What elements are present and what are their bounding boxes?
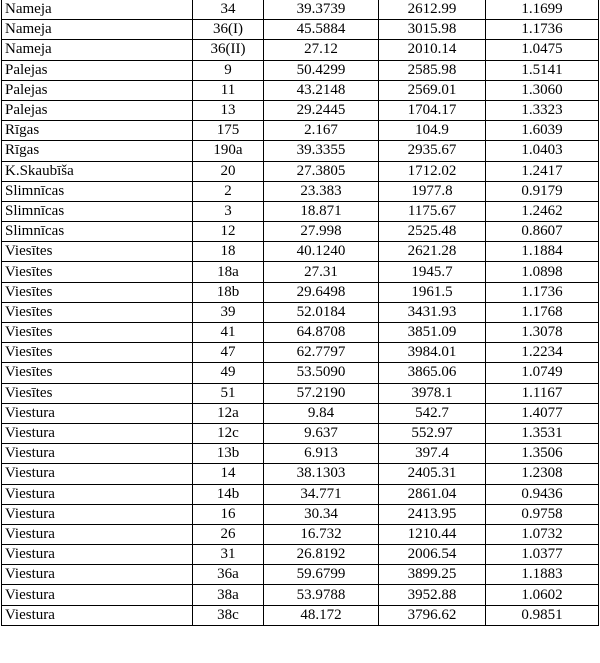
- value-a-cell: 9.637: [264, 423, 379, 443]
- ratio-cell: 1.1768: [486, 302, 599, 322]
- data-table: [1, 0, 599, 626]
- value-b-cell: 2612.99: [379, 0, 486, 20]
- building-number-cell: 2: [193, 181, 264, 201]
- building-number-cell: 12: [193, 222, 264, 242]
- value-a-cell: 16.732: [264, 524, 379, 544]
- value-a-cell: 26.8192: [264, 545, 379, 565]
- street-cell: Viesītes: [2, 363, 193, 383]
- ratio-cell: 1.2417: [486, 161, 599, 181]
- value-a-cell: 40.1240: [264, 242, 379, 262]
- ratio-cell: 1.0732: [486, 524, 599, 544]
- street-cell: Viesītes: [2, 323, 193, 343]
- value-b-cell: 3796.62: [379, 605, 486, 625]
- table-row: [2, 444, 599, 464]
- table-row: [2, 141, 599, 161]
- table-row: [2, 20, 599, 40]
- value-a-cell: 50.4299: [264, 60, 379, 80]
- table-row: [2, 524, 599, 544]
- value-b-cell: 542.7: [379, 403, 486, 423]
- building-number-cell: 38c: [193, 605, 264, 625]
- street-cell: Viesītes: [2, 343, 193, 363]
- value-b-cell: 2585.98: [379, 60, 486, 80]
- table-row: [2, 121, 599, 141]
- value-b-cell: 2621.28: [379, 242, 486, 262]
- street-cell: Viesītes: [2, 242, 193, 262]
- building-number-cell: 31: [193, 545, 264, 565]
- ratio-cell: 1.3078: [486, 323, 599, 343]
- building-number-cell: 12a: [193, 403, 264, 423]
- building-number-cell: 38a: [193, 585, 264, 605]
- value-b-cell: 1977.8: [379, 181, 486, 201]
- value-a-cell: 48.172: [264, 605, 379, 625]
- value-b-cell: 1712.02: [379, 161, 486, 181]
- value-a-cell: 34.771: [264, 484, 379, 504]
- street-cell: Viesītes: [2, 302, 193, 322]
- value-a-cell: 52.0184: [264, 302, 379, 322]
- building-number-cell: 51: [193, 383, 264, 403]
- building-number-cell: 14b: [193, 484, 264, 504]
- value-a-cell: 53.5090: [264, 363, 379, 383]
- street-cell: K.Skaubīša: [2, 161, 193, 181]
- table-row: [2, 323, 599, 343]
- table-row: [2, 565, 599, 585]
- street-cell: Viestura: [2, 444, 193, 464]
- value-b-cell: 2413.95: [379, 504, 486, 524]
- value-a-cell: 18.871: [264, 201, 379, 221]
- ratio-cell: 1.3531: [486, 423, 599, 443]
- building-number-cell: 47: [193, 343, 264, 363]
- value-a-cell: 6.913: [264, 444, 379, 464]
- value-b-cell: 2935.67: [379, 141, 486, 161]
- ratio-cell: 0.9758: [486, 504, 599, 524]
- value-a-cell: 62.7797: [264, 343, 379, 363]
- building-number-cell: 14: [193, 464, 264, 484]
- table-row: [2, 343, 599, 363]
- building-number-cell: 49: [193, 363, 264, 383]
- table-row: [2, 464, 599, 484]
- ratio-cell: 1.1736: [486, 20, 599, 40]
- street-cell: Viestura: [2, 585, 193, 605]
- street-cell: Viestura: [2, 403, 193, 423]
- street-cell: Palejas: [2, 80, 193, 100]
- street-cell: Rīgas: [2, 141, 193, 161]
- value-b-cell: 3865.06: [379, 363, 486, 383]
- table-row: [2, 242, 599, 262]
- table-row: [2, 100, 599, 120]
- value-a-cell: 43.2148: [264, 80, 379, 100]
- value-b-cell: 3984.01: [379, 343, 486, 363]
- table-row: [2, 504, 599, 524]
- value-b-cell: 1945.7: [379, 262, 486, 282]
- ratio-cell: 1.0749: [486, 363, 599, 383]
- value-a-cell: 27.31: [264, 262, 379, 282]
- table-row: [2, 383, 599, 403]
- table-row: [2, 80, 599, 100]
- value-b-cell: 2006.54: [379, 545, 486, 565]
- value-a-cell: 2.167: [264, 121, 379, 141]
- street-cell: Slimnīcas: [2, 222, 193, 242]
- street-cell: Viesītes: [2, 383, 193, 403]
- value-a-cell: 39.3739: [264, 0, 379, 20]
- value-a-cell: 64.8708: [264, 323, 379, 343]
- street-cell: Slimnīcas: [2, 181, 193, 201]
- value-b-cell: 1961.5: [379, 282, 486, 302]
- street-cell: Viestura: [2, 464, 193, 484]
- table-row: [2, 423, 599, 443]
- ratio-cell: 1.0377: [486, 545, 599, 565]
- street-cell: Palejas: [2, 60, 193, 80]
- ratio-cell: 1.3323: [486, 100, 599, 120]
- value-a-cell: 23.383: [264, 181, 379, 201]
- ratio-cell: 1.5141: [486, 60, 599, 80]
- ratio-cell: 0.9851: [486, 605, 599, 625]
- value-a-cell: 29.6498: [264, 282, 379, 302]
- value-a-cell: 38.1303: [264, 464, 379, 484]
- building-number-cell: 175: [193, 121, 264, 141]
- building-number-cell: 36a: [193, 565, 264, 585]
- value-b-cell: 552.97: [379, 423, 486, 443]
- building-number-cell: 20: [193, 161, 264, 181]
- ratio-cell: 1.2462: [486, 201, 599, 221]
- value-a-cell: 53.9788: [264, 585, 379, 605]
- building-number-cell: 13b: [193, 444, 264, 464]
- value-b-cell: 1175.67: [379, 201, 486, 221]
- street-cell: Viestura: [2, 545, 193, 565]
- value-b-cell: 2010.14: [379, 40, 486, 60]
- ratio-cell: 0.8607: [486, 222, 599, 242]
- street-cell: Viestura: [2, 423, 193, 443]
- ratio-cell: 0.9436: [486, 484, 599, 504]
- ratio-cell: 1.1883: [486, 565, 599, 585]
- building-number-cell: 190a: [193, 141, 264, 161]
- value-b-cell: 397.4: [379, 444, 486, 464]
- value-b-cell: 3899.25: [379, 565, 486, 585]
- building-number-cell: 18b: [193, 282, 264, 302]
- value-b-cell: 3431.93: [379, 302, 486, 322]
- value-a-cell: 59.6799: [264, 565, 379, 585]
- value-a-cell: 9.84: [264, 403, 379, 423]
- building-number-cell: 16: [193, 504, 264, 524]
- table-row: [2, 181, 599, 201]
- ratio-cell: 1.0403: [486, 141, 599, 161]
- street-cell: Viestura: [2, 524, 193, 544]
- street-cell: Palejas: [2, 100, 193, 120]
- ratio-cell: 1.1167: [486, 383, 599, 403]
- ratio-cell: 1.3506: [486, 444, 599, 464]
- value-a-cell: 27.12: [264, 40, 379, 60]
- building-number-cell: 41: [193, 323, 264, 343]
- table-row: [2, 262, 599, 282]
- street-cell: Nameja: [2, 0, 193, 20]
- table-row: [2, 60, 599, 80]
- value-b-cell: 1210.44: [379, 524, 486, 544]
- ratio-cell: 1.2234: [486, 343, 599, 363]
- ratio-cell: 1.3060: [486, 80, 599, 100]
- value-a-cell: 57.2190: [264, 383, 379, 403]
- value-b-cell: 3015.98: [379, 20, 486, 40]
- value-b-cell: 1704.17: [379, 100, 486, 120]
- value-b-cell: 104.9: [379, 121, 486, 141]
- ratio-cell: 1.0898: [486, 262, 599, 282]
- building-number-cell: 39: [193, 302, 264, 322]
- value-b-cell: 2861.04: [379, 484, 486, 504]
- building-number-cell: 18: [193, 242, 264, 262]
- table-row: [2, 0, 599, 20]
- street-cell: Nameja: [2, 20, 193, 40]
- table-row: [2, 403, 599, 423]
- building-number-cell: 9: [193, 60, 264, 80]
- value-a-cell: 30.34: [264, 504, 379, 524]
- ratio-cell: 1.1884: [486, 242, 599, 262]
- street-cell: Viestura: [2, 565, 193, 585]
- table-body: [2, 0, 599, 625]
- value-b-cell: 2525.48: [379, 222, 486, 242]
- table-row: [2, 161, 599, 181]
- table-row: [2, 222, 599, 242]
- table-row: [2, 585, 599, 605]
- street-cell: Viestura: [2, 484, 193, 504]
- value-b-cell: 2405.31: [379, 464, 486, 484]
- street-cell: Viesītes: [2, 282, 193, 302]
- table-row: [2, 363, 599, 383]
- table-row: [2, 545, 599, 565]
- building-number-cell: 26: [193, 524, 264, 544]
- building-number-cell: 36(I): [193, 20, 264, 40]
- value-a-cell: 27.998: [264, 222, 379, 242]
- table-row: [2, 302, 599, 322]
- value-b-cell: 3851.09: [379, 323, 486, 343]
- table-row: [2, 201, 599, 221]
- value-b-cell: 3952.88: [379, 585, 486, 605]
- street-cell: Viestura: [2, 605, 193, 625]
- value-a-cell: 29.2445: [264, 100, 379, 120]
- building-number-cell: 36(II): [193, 40, 264, 60]
- building-number-cell: 3: [193, 201, 264, 221]
- value-a-cell: 45.5884: [264, 20, 379, 40]
- ratio-cell: 1.0475: [486, 40, 599, 60]
- ratio-cell: 0.9179: [486, 181, 599, 201]
- building-number-cell: 34: [193, 0, 264, 20]
- ratio-cell: 1.2308: [486, 464, 599, 484]
- building-number-cell: 13: [193, 100, 264, 120]
- table-row: [2, 40, 599, 60]
- value-b-cell: 2569.01: [379, 80, 486, 100]
- ratio-cell: 1.1699: [486, 0, 599, 20]
- table-row: [2, 605, 599, 625]
- street-cell: Viesītes: [2, 262, 193, 282]
- street-cell: Rīgas: [2, 121, 193, 141]
- ratio-cell: 1.6039: [486, 121, 599, 141]
- building-number-cell: 12c: [193, 423, 264, 443]
- street-cell: Viestura: [2, 504, 193, 524]
- ratio-cell: 1.4077: [486, 403, 599, 423]
- value-b-cell: 3978.1: [379, 383, 486, 403]
- value-a-cell: 39.3355: [264, 141, 379, 161]
- street-cell: Nameja: [2, 40, 193, 60]
- value-a-cell: 27.3805: [264, 161, 379, 181]
- building-number-cell: 11: [193, 80, 264, 100]
- table-row: [2, 282, 599, 302]
- ratio-cell: 1.0602: [486, 585, 599, 605]
- ratio-cell: 1.1736: [486, 282, 599, 302]
- street-cell: Slimnīcas: [2, 201, 193, 221]
- table-row: [2, 484, 599, 504]
- building-number-cell: 18a: [193, 262, 264, 282]
